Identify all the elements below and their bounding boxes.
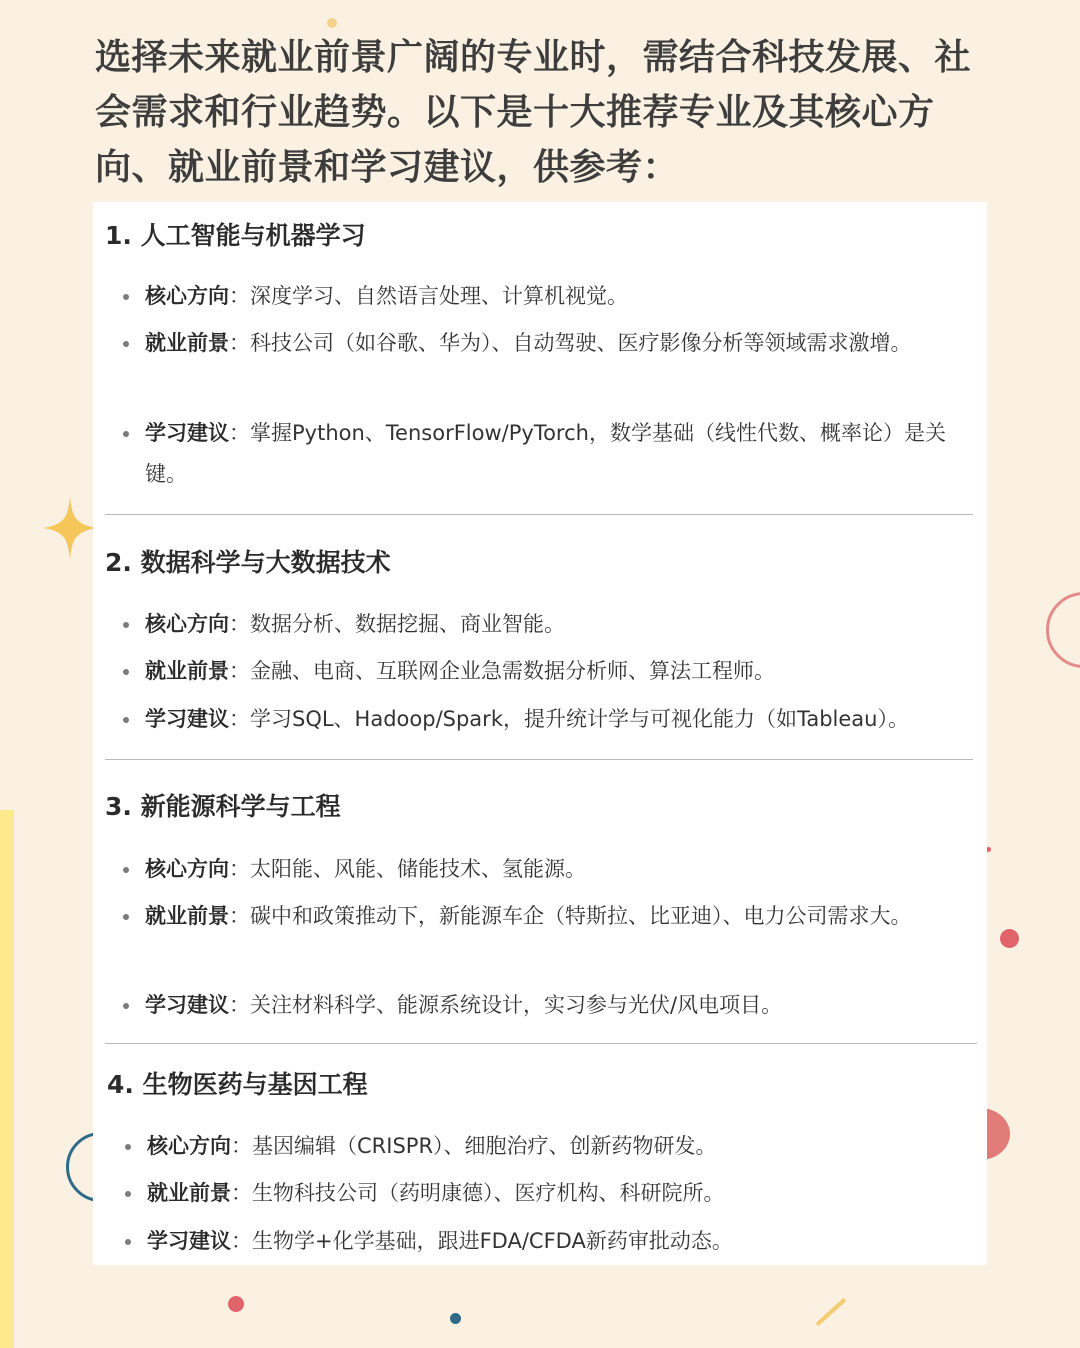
item-label: 核心方向	[145, 857, 229, 881]
list-item	[123, 323, 953, 364]
decorative-yellow-strip	[0, 810, 14, 1348]
bullet-dot-icon	[123, 431, 129, 437]
intro-text: 选择未来就业前景广阔的专业时，需结合科技发展、社会需求和行业趋势。以下是十大推荐专业及其核心方向、就业前景和学习建议，供参考：	[95, 37, 972, 188]
sparkle-star-icon	[44, 496, 96, 560]
list-item	[123, 413, 953, 495]
content-card	[93, 202, 987, 1265]
bullet-dot-icon	[123, 622, 129, 628]
decorative-ring	[1046, 592, 1080, 668]
list-item	[123, 651, 953, 692]
item-separator: ：	[229, 904, 250, 928]
item-label: 核心方向	[145, 284, 229, 308]
item-separator: ：	[229, 857, 250, 881]
list-item	[123, 699, 953, 740]
section-title: 3. 新能源科学与工程	[105, 792, 341, 821]
bullet-dot-icon	[123, 341, 129, 347]
item-text: 学习SQL、Hadoop/Spark，提升统计学与可视化能力（如Tableau）。	[250, 707, 909, 731]
item-separator: ：	[229, 331, 250, 355]
item-text: 数据分析、数据挖掘、商业智能。	[250, 612, 565, 636]
list-item	[125, 1221, 955, 1262]
section-divider	[105, 514, 973, 515]
item-label: 学习建议	[145, 421, 229, 445]
decorative-dot	[1000, 929, 1019, 948]
item-label: 就业前景	[145, 659, 229, 683]
item-label: 就业前景	[145, 331, 229, 355]
item-separator: ：	[231, 1229, 252, 1253]
item-text: 掌握Python、TensorFlow/PyTorch，数学基础（线性代数、概率论）是关键。	[145, 421, 946, 486]
item-text: 基因编辑（CRISPR）、细胞治疗、创新药物研发。	[252, 1134, 717, 1158]
item-separator: ：	[229, 612, 250, 636]
item-text: 生物学+化学基础，跟进FDA/CFDA新药审批动态。	[252, 1229, 733, 1253]
section-divider	[105, 759, 973, 760]
item-label: 学习建议	[145, 707, 229, 731]
decorative-dash	[816, 1298, 847, 1326]
item-text: 关注材料科学、能源系统设计，实习参与光伏/风电项目。	[250, 993, 783, 1017]
bullet-dot-icon	[123, 1003, 129, 1009]
bullet-dot-icon	[123, 914, 129, 920]
item-separator: ：	[229, 284, 250, 308]
item-label: 就业前景	[145, 904, 229, 928]
list-item	[125, 1126, 955, 1167]
item-label: 就业前景	[147, 1181, 231, 1205]
item-separator: ：	[229, 421, 250, 445]
item-text: 生物科技公司（药明康德）、医疗机构、科研院所。	[252, 1181, 725, 1205]
decorative-dot	[228, 1296, 244, 1312]
item-label: 核心方向	[147, 1134, 231, 1158]
bullet-dot-icon	[125, 1239, 131, 1245]
item-separator: ：	[229, 707, 250, 731]
decorative-dot	[450, 1313, 461, 1324]
bullet-dot-icon	[123, 669, 129, 675]
list-item	[125, 1173, 955, 1214]
section-title: 2. 数据科学与大数据技术	[105, 548, 391, 577]
list-item	[123, 849, 953, 890]
item-text: 科技公司（如谷歌、华为）、自动驾驶、医疗影像分析等领域需求激增。	[250, 331, 912, 355]
item-text: 深度学习、自然语言处理、计算机视觉。	[250, 284, 628, 308]
list-item	[123, 604, 953, 645]
bullet-dot-icon	[125, 1144, 131, 1150]
item-text: 碳中和政策推动下，新能源车企（特斯拉、比亚迪）、电力公司需求大。	[250, 904, 912, 928]
item-separator: ：	[231, 1181, 252, 1205]
list-item	[123, 276, 953, 317]
bullet-dot-icon	[123, 717, 129, 723]
item-label: 学习建议	[147, 1229, 231, 1253]
section-divider	[105, 1043, 977, 1044]
item-text: 金融、电商、互联网企业急需数据分析师、算法工程师。	[250, 659, 775, 683]
item-separator: ：	[229, 659, 250, 683]
item-label: 核心方向	[145, 612, 229, 636]
section-title: 1. 人工智能与机器学习	[105, 221, 366, 250]
bullet-dot-icon	[123, 867, 129, 873]
section-title: 4. 生物医药与基因工程	[107, 1070, 368, 1099]
item-separator: ：	[229, 993, 250, 1017]
item-separator: ：	[231, 1134, 252, 1158]
decorative-dot	[327, 18, 337, 28]
item-label: 学习建议	[145, 993, 229, 1017]
list-item	[123, 985, 953, 1026]
list-item	[123, 896, 953, 937]
bullet-dot-icon	[125, 1191, 131, 1197]
bullet-dot-icon	[123, 294, 129, 300]
item-text: 太阳能、风能、储能技术、氢能源。	[250, 857, 586, 881]
